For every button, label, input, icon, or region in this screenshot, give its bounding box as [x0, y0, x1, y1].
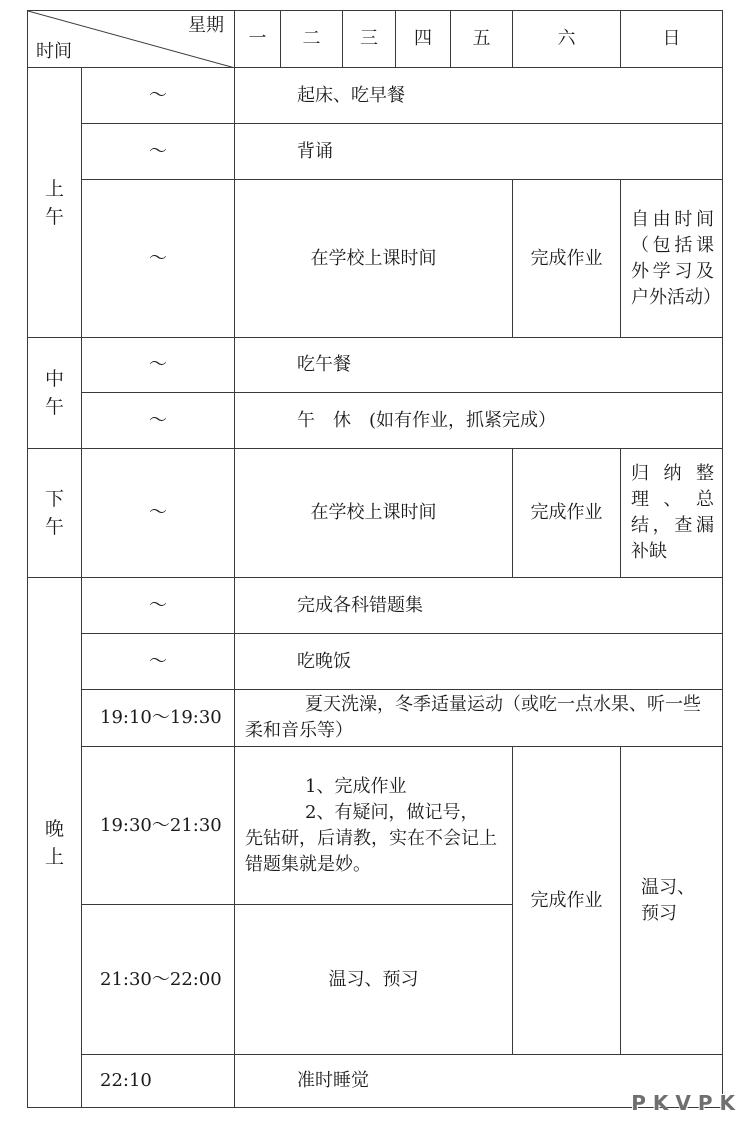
- day-header-fri: 五: [451, 11, 513, 68]
- activity-school-am: 在学校上课时间: [235, 180, 513, 338]
- table-row: [28, 578, 723, 634]
- time-cell: ～: [82, 68, 235, 124]
- week-label: 星期: [188, 15, 224, 36]
- study-item-2-rest: 先钻研，后请教，实在不会记上错题集就是妙。: [245, 827, 497, 875]
- day-header-sun: 日: [621, 11, 723, 68]
- time-cell: ～: [82, 124, 235, 180]
- activity-school-pm: 在学校上课时间: [235, 449, 513, 578]
- table-row: [28, 338, 723, 393]
- period-label: 上午: [45, 177, 65, 228]
- study-item-2-lead: 2、有疑问，做记号，: [305, 801, 479, 823]
- activity-bath: 夏天洗澡，冬季适量运动（或吃一点水果、听一些柔和音乐等）: [235, 690, 723, 747]
- time-cell: ～: [82, 578, 235, 634]
- sun-evening-line-2: 预习: [641, 902, 677, 924]
- activity-sun-summarize: 归纳整理、总结，查漏补缺: [621, 449, 723, 578]
- activity-nap: 午 休 (如有作业，抓紧完成）: [235, 393, 723, 449]
- time-label: 时间: [36, 41, 72, 62]
- period-morning: [28, 68, 82, 338]
- time-cell: 19:30～21:30: [82, 747, 235, 905]
- header-row: [28, 11, 723, 68]
- day-header-thu: 四: [396, 11, 451, 68]
- table-row: [28, 747, 723, 905]
- period-label: 下午: [45, 488, 65, 538]
- table-row: [28, 180, 723, 338]
- time-cell: ～: [82, 449, 235, 578]
- day-header-sat: 六: [513, 11, 621, 68]
- time-cell: ～: [82, 393, 235, 449]
- activity-dinner: 吃晚饭: [235, 634, 723, 690]
- table-row: [28, 124, 723, 180]
- period-afternoon: [28, 449, 82, 578]
- table-row: [28, 634, 723, 690]
- diagonal-header-cell: [28, 11, 235, 68]
- watermark-logo: PKVPK: [631, 1091, 742, 1115]
- period-noon: [28, 338, 82, 449]
- period-label: 晚上: [45, 817, 65, 868]
- activity-wake-up: 起床、吃早餐: [235, 68, 723, 124]
- table-row: [28, 1055, 723, 1108]
- activity-sun-free-time: 自由时间（包括课外学习及户外活动）: [621, 180, 723, 338]
- activity-mistakes: 完成各科错题集: [235, 578, 723, 634]
- table-row: [28, 393, 723, 449]
- activity-sun-evening: [621, 747, 723, 1055]
- time-cell: 19:10～19:30: [82, 690, 235, 747]
- time-cell: ～: [82, 338, 235, 393]
- time-cell: ～: [82, 180, 235, 338]
- time-cell: 22:10: [82, 1055, 235, 1108]
- daily-schedule-table: [27, 10, 723, 1108]
- activity-sleep: 准时睡觉: [235, 1055, 723, 1108]
- time-cell: 21:30～22:00: [82, 905, 235, 1055]
- sun-evening-line-1: 温习、: [641, 876, 695, 898]
- table-row: [28, 449, 723, 578]
- activity-study: [235, 747, 513, 905]
- schedule-sheet: [27, 10, 722, 1108]
- activity-recite: 背诵: [235, 124, 723, 180]
- study-item-1: 1、完成作业: [305, 775, 407, 797]
- table-row: [28, 690, 723, 747]
- activity-review: 温习、预习: [235, 905, 513, 1055]
- activity-sat-homework-pm: 完成作业: [513, 449, 621, 578]
- day-header-wed: 三: [343, 11, 396, 68]
- activity-lunch: 吃午餐: [235, 338, 723, 393]
- time-cell: ～: [82, 634, 235, 690]
- activity-sat-homework: 完成作业: [513, 180, 621, 338]
- table-row: [28, 68, 723, 124]
- period-evening: [28, 578, 82, 1108]
- activity-sat-evening: 完成作业: [513, 747, 621, 1055]
- day-header-mon: 一: [235, 11, 281, 68]
- day-header-tue: 二: [281, 11, 343, 68]
- period-label: 中午: [45, 368, 65, 418]
